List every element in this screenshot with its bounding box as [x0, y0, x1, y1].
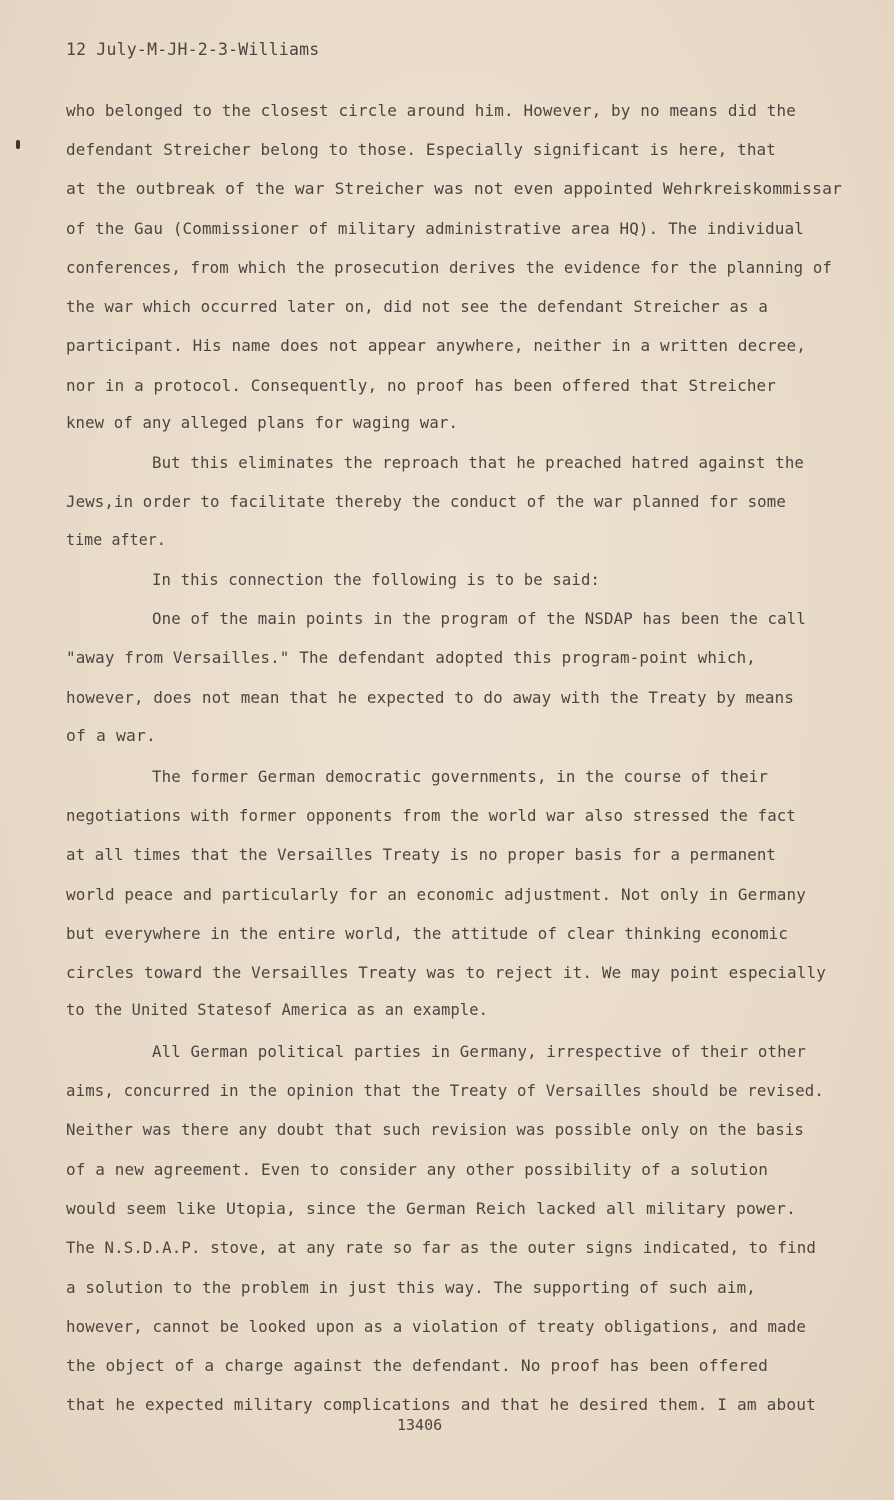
text-line: of a war.: [66, 726, 156, 745]
text-line: The former German democratic governments, in the course of their: [152, 767, 768, 786]
text-line: aims, concurred in the opinion that the Treaty of Versailles should be revised.: [66, 1081, 824, 1100]
page-header: 12 July-M-JH-2-3-Williams: [66, 40, 320, 59]
text-line: to the United Statesof America as an example.: [66, 1000, 488, 1019]
text-line: negotiations with former opponents from the world war also stressed the fact: [66, 806, 797, 825]
text-line: at all times that the Versailles Treaty is no proper basis for a permanent: [66, 845, 777, 864]
text-line: that he expected military complications and that he desired them. I am about: [66, 1395, 816, 1414]
margin-mark: [16, 140, 20, 149]
text-line: The N.S.D.A.P. stove, at any rate so far as the outer signs indicated, to find: [66, 1238, 816, 1257]
text-line: however, does not mean that he expected to do away with the Treaty by means: [66, 688, 795, 707]
text-line: circles toward the Versailles Treaty was to reject it. We may point especially: [66, 963, 827, 982]
text-line: Neither was there any doubt that such revision was possible only on the basis: [66, 1120, 804, 1139]
text-line: world peace and particularly for an economic adjustment. Not only in Germany: [66, 885, 807, 904]
text-line: In this connection the following is to be said:: [152, 570, 601, 589]
text-line: nor in a protocol. Consequently, no proof has been offered that Streicher: [66, 376, 777, 395]
text-line: the war which occurred later on, did not see the defendant Streicher as a: [66, 297, 768, 316]
text-line: of a new agreement. Even to consider any other possibility of a solution: [66, 1160, 769, 1179]
text-line: "away from Versailles." The defendant adopted this program-point which,: [66, 648, 757, 667]
text-line: But this eliminates the reproach that he preached hatred against the: [152, 453, 804, 472]
page-number: 13406: [397, 1416, 443, 1434]
text-line: Jews,in order to facilitate thereby the conduct of the war planned for some: [66, 492, 786, 511]
text-line: participant. His name does not appear anywhere, neither in a written decree,: [66, 336, 807, 355]
text-line: at the outbreak of the war Streicher was not even appointed Wehrkreiskommissar: [66, 179, 842, 198]
text-line: but everywhere in the entire world, the attitude of clear thinking economic: [66, 924, 789, 943]
text-line: a solution to the problem in just this way. The supporting of such aim,: [66, 1278, 757, 1297]
text-line: who belonged to the closest circle around him. However, by no means did the: [66, 101, 796, 120]
text-line: time after.: [66, 530, 167, 549]
text-line: defendant Streicher belong to those. Especially significant is here, that: [66, 140, 777, 159]
text-line: conferences, from which the prosecution derives the evidence for the planning of: [66, 258, 832, 277]
text-line: One of the main points in the program of the NSDAP has been the call: [152, 609, 807, 628]
text-line: All German political parties in Germany, irrespective of their other: [152, 1042, 807, 1061]
text-line: however, cannot be looked upon as a violation of treaty obligations, and made: [66, 1317, 807, 1336]
text-line: of the Gau (Commissioner of military administrative area HQ). The individual: [66, 219, 805, 238]
text-line: the object of a charge against the defendant. No proof has been offered: [66, 1356, 769, 1375]
text-line: knew of any alleged plans for waging war.: [66, 413, 459, 432]
text-line: would seem like Utopia, since the German Reich lacked all military power.: [66, 1199, 796, 1218]
